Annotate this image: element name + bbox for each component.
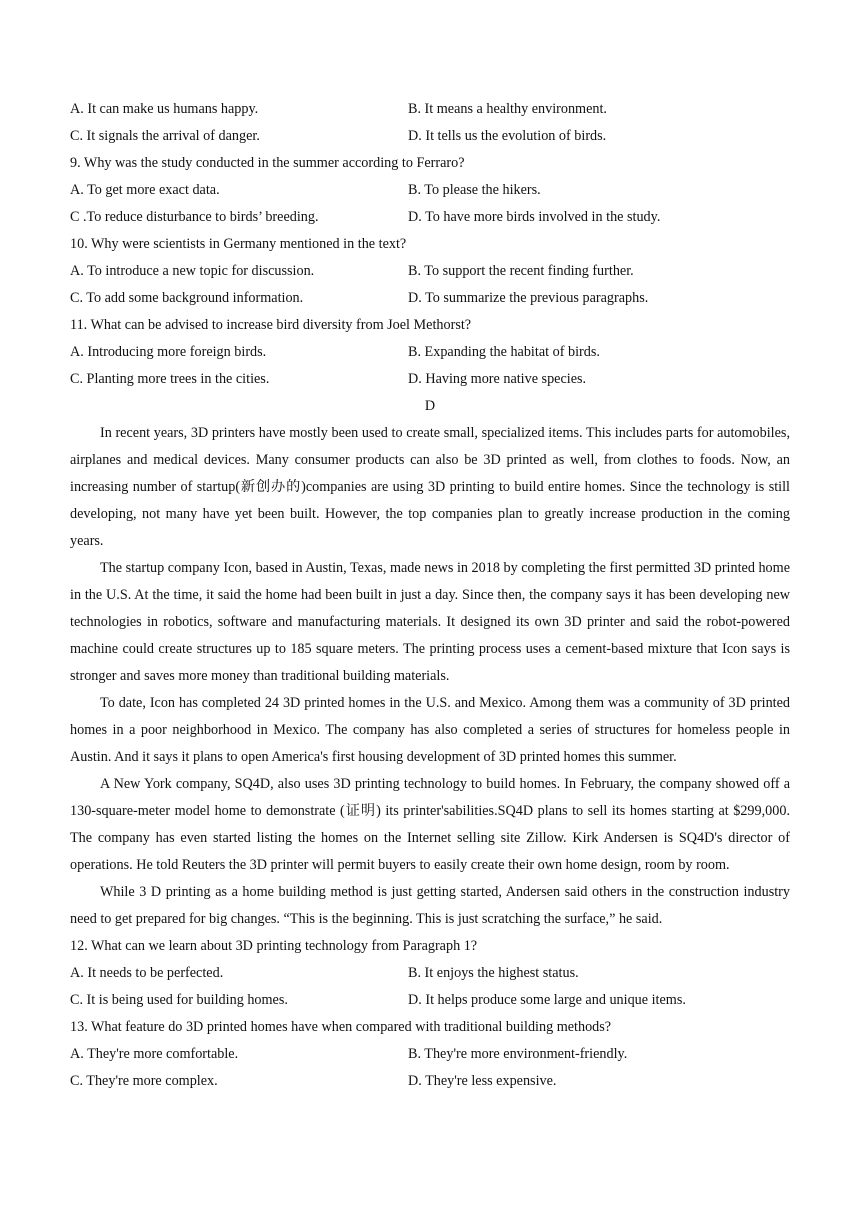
passage-paragraph-2: The startup company Icon, based in Austin, Texas, made news in 2018 by completing the first permitted 3D printed home in the U.S. At the time, it said the home had been built in just a day. Since then, the company says it has been developing new technologies in robotics, software and manufacturing materials. It designed its own 3D printer and said the robot-powered machine could create structures up to 185 square meters. The printing process uses a cement-based mixture that Icon says is stronger and saves more money than traditional building materials. bbox=[70, 560, 790, 684]
option-row bbox=[70, 285, 790, 312]
option-b: B. Expanding the habitat of birds. bbox=[408, 344, 600, 360]
option-d: D. Having more native species. bbox=[408, 371, 587, 387]
option-row bbox=[70, 96, 790, 123]
question-9-stem: 9. Why was the study conducted in the summer according to Ferraro? bbox=[70, 155, 465, 171]
option-c: C. To add some background information. bbox=[70, 290, 304, 306]
option-row bbox=[70, 258, 790, 285]
option-c: C .To reduce disturbance to birds’ breeding. bbox=[70, 209, 319, 225]
option-d: D. It helps produce some large and unique items. bbox=[408, 992, 686, 1008]
option-a: A. It can make us humans happy. bbox=[70, 101, 259, 117]
option-d: D. To summarize the previous paragraphs. bbox=[408, 290, 649, 306]
option-a: A. Introducing more foreign birds. bbox=[70, 344, 267, 360]
option-row bbox=[70, 204, 790, 231]
page-content bbox=[70, 96, 790, 1095]
option-row bbox=[70, 177, 790, 204]
option-d: D. They're less expensive. bbox=[408, 1073, 557, 1089]
passage-paragraph-3: To date, Icon has completed 24 3D printed homes in the U.S. and Mexico. Among them was a community of 3D printed homes in a poor neighborhood in Mexico. The company has also completed a series of structures for homeless people in Austin. And it says it plans to open America's first housing development of 3D printed homes this summer. bbox=[70, 695, 790, 765]
question-11-stem: 11. What can be advised to increase bird diversity from Joel Methorst? bbox=[70, 317, 472, 333]
option-b: B. To please the hikers. bbox=[408, 182, 541, 198]
passage-paragraph-4: A New York company, SQ4D, also uses 3D printing technology to build homes. In February, the company showed off a 130-square-meter model home to demonstrate (证明) its printer'sabilities.SQ4D plans to sell its homes starting at $299,000. The company has even started listing the homes on the Internet selling site Zillow. Kirk Andersen is SQ4D's director of operations. He told Reuters the 3D printer will permit buyers to easily create their own home design, room by room. bbox=[70, 776, 790, 873]
option-c: C. They're more complex. bbox=[70, 1073, 218, 1089]
passage-paragraph-1: In recent years, 3D printers have mostly been used to create small, specialized items. This includes parts for automobiles, airplanes and medical devices. Many consumer products can also be 3D printed as well, from clothes to foods. Now, an increasing number of startup(新创办的)companies are using 3D printing to build entire homes. Since the technology is still developing, not many have yet been built. However, the top companies plan to greatly increase production in the coming years. bbox=[70, 425, 790, 549]
option-a: A. It needs to be perfected. bbox=[70, 965, 224, 981]
option-b: B. They're more environment-friendly. bbox=[408, 1046, 628, 1062]
option-c: C. It is being used for building homes. bbox=[70, 992, 288, 1008]
option-d: D. It tells us the evolution of birds. bbox=[408, 128, 607, 144]
passage-paragraph-5: While 3 D printing as a home building method is just getting started, Andersen said others in the construction industry need to get prepared for big changes. “This is the beginning. This is just scratching the surface,” he said. bbox=[70, 884, 790, 927]
question-13-stem: 13. What feature do 3D printed homes have when compared with traditional building methods? bbox=[70, 1019, 612, 1035]
option-row bbox=[70, 123, 790, 150]
option-a: A. To get more exact data. bbox=[70, 182, 220, 198]
option-row bbox=[70, 1041, 790, 1068]
option-row bbox=[70, 339, 790, 366]
option-b: B. It means a healthy environment. bbox=[408, 101, 607, 117]
option-b: B. To support the recent finding further. bbox=[408, 263, 634, 279]
option-row bbox=[70, 366, 790, 393]
option-b: B. It enjoys the highest status. bbox=[408, 965, 579, 981]
option-row bbox=[70, 987, 790, 1014]
question-10-stem: 10. Why were scientists in Germany mentioned in the text? bbox=[70, 236, 407, 252]
option-c: C. Planting more trees in the cities. bbox=[70, 371, 270, 387]
option-c: C. It signals the arrival of danger. bbox=[70, 128, 260, 144]
option-a: A. They're more comfortable. bbox=[70, 1046, 239, 1062]
option-a: A. To introduce a new topic for discussion. bbox=[70, 263, 315, 279]
option-row bbox=[70, 960, 790, 987]
option-row bbox=[70, 1068, 790, 1095]
option-d: D. To have more birds involved in the study. bbox=[408, 209, 661, 225]
section-title: D bbox=[424, 398, 436, 414]
question-12-stem: 12. What can we learn about 3D printing technology from Paragraph 1? bbox=[70, 938, 478, 954]
